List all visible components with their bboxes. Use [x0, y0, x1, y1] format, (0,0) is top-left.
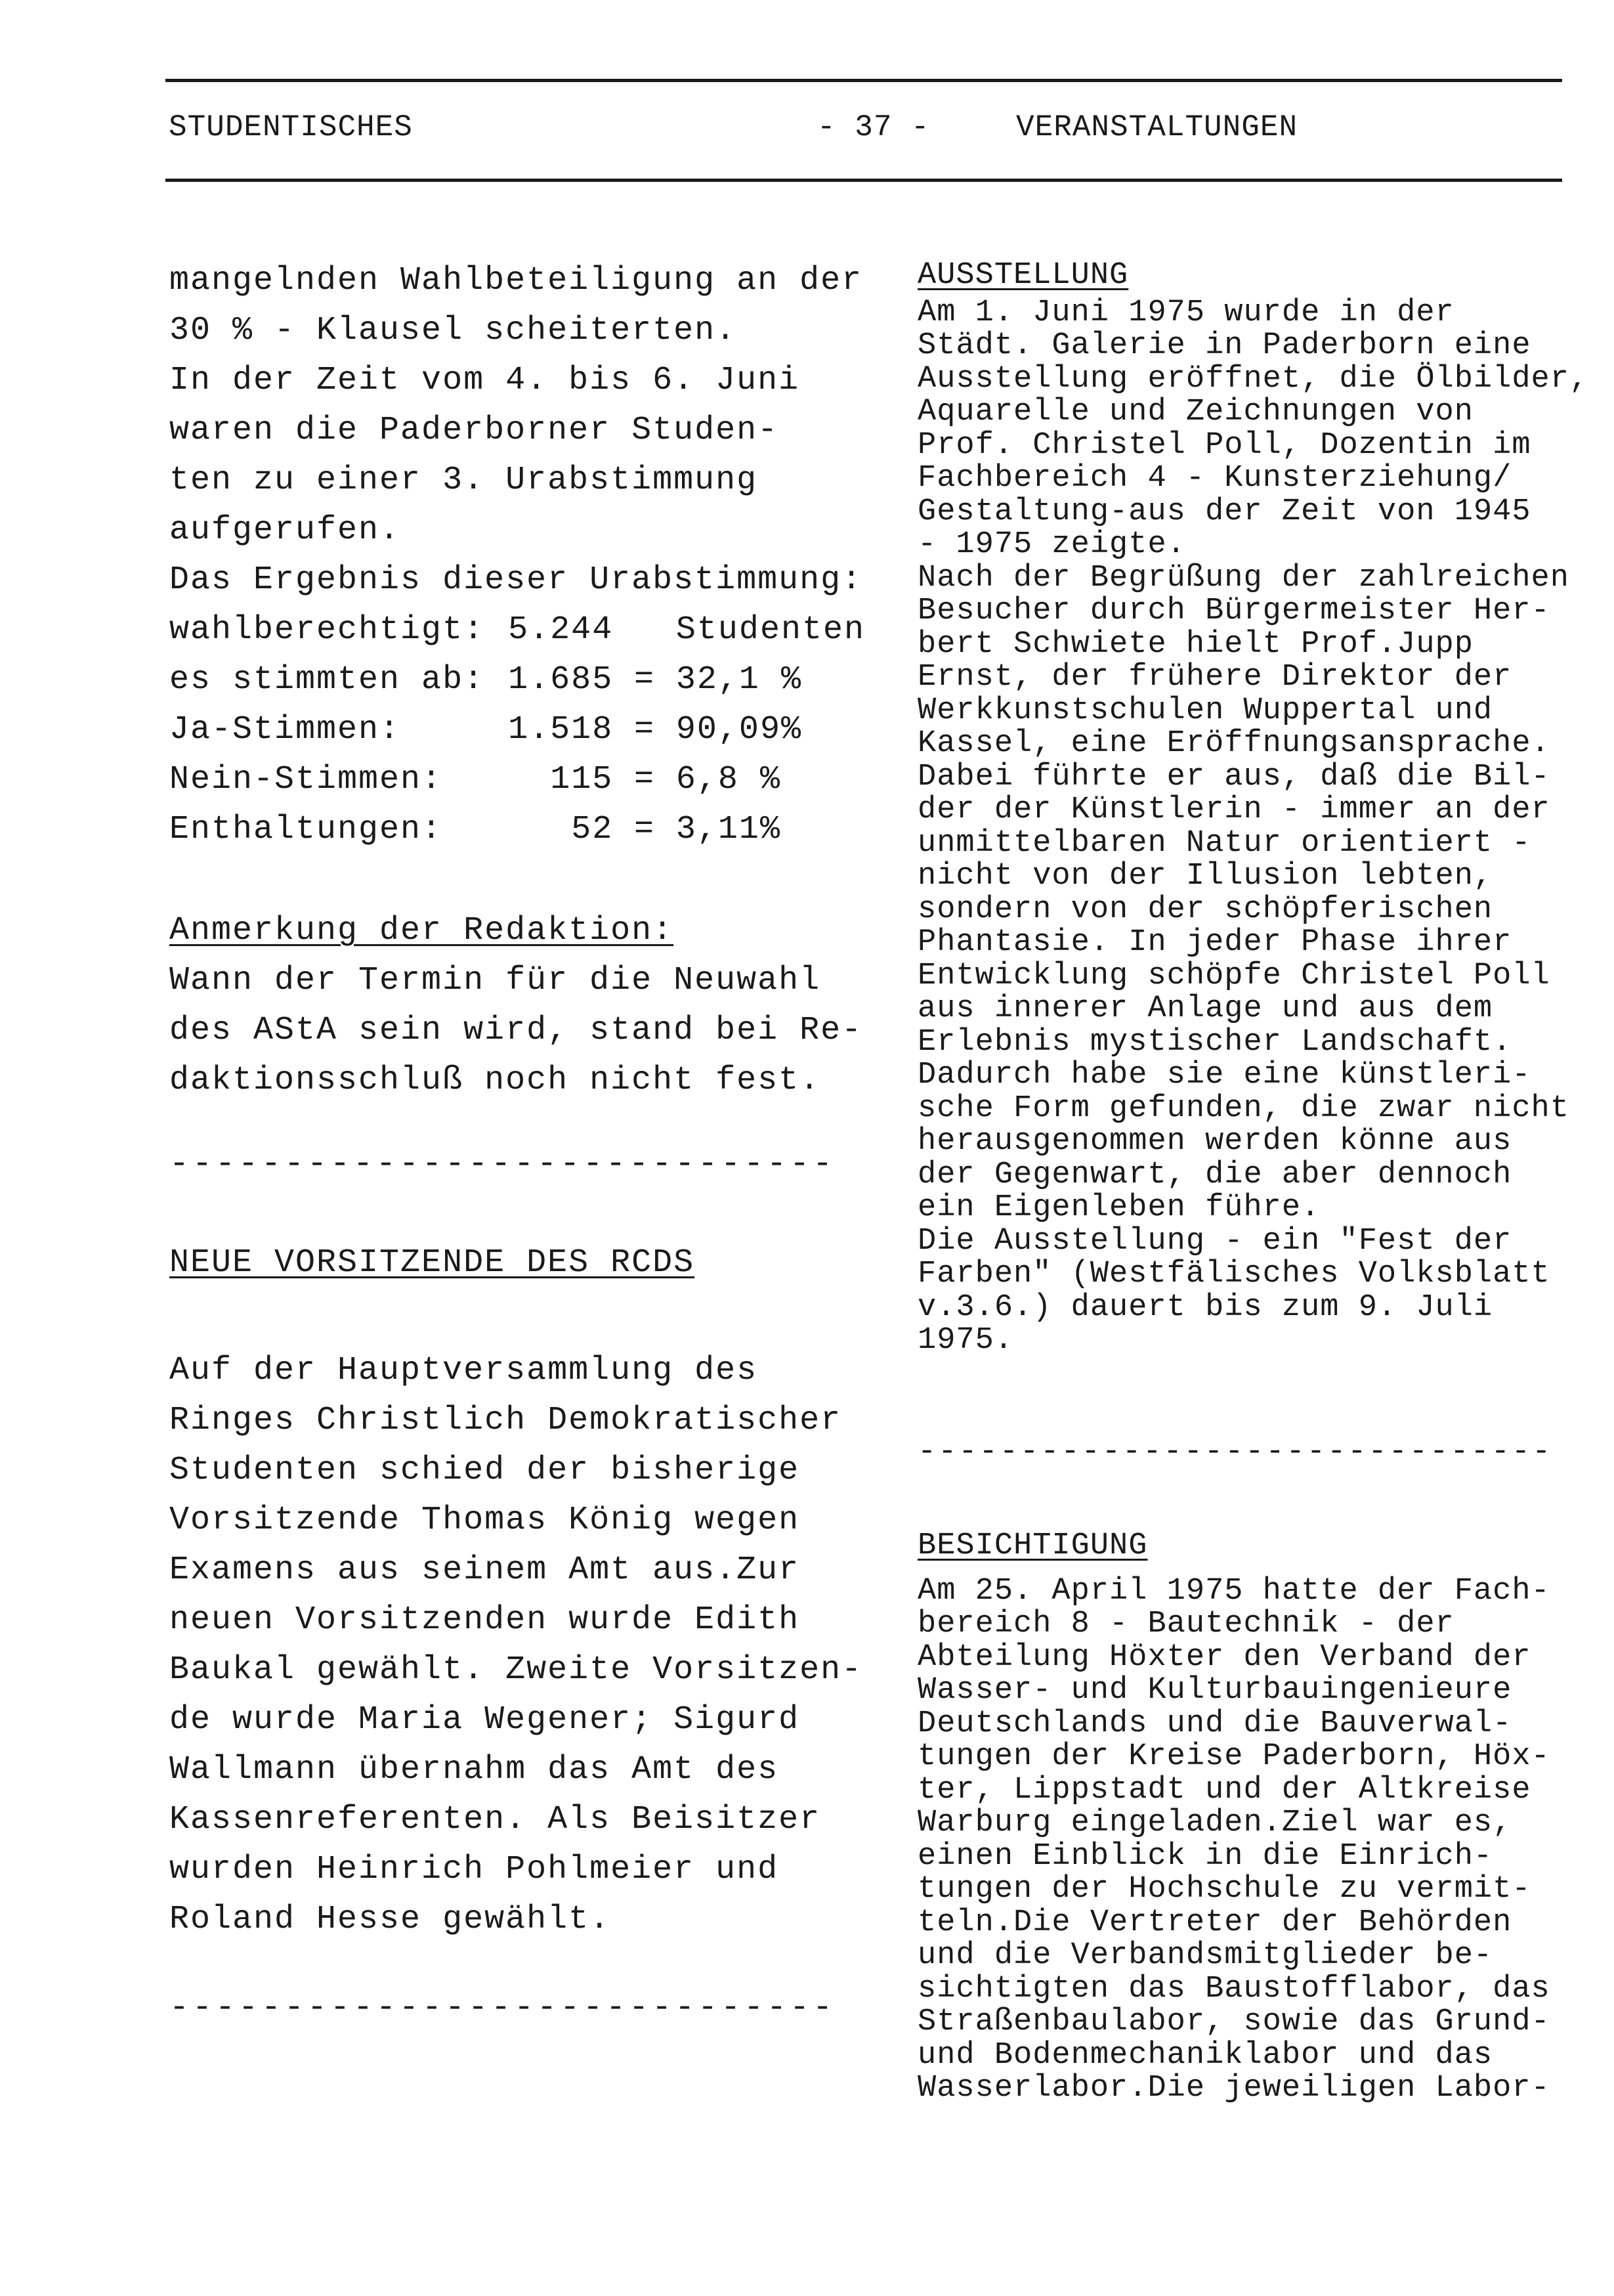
- separator-line: -------------------------------: [918, 1435, 1553, 1469]
- text-line: v.3.6.) dauert bis zum 9. Juli: [918, 1289, 1493, 1325]
- result-number: 5.244: [508, 611, 614, 649]
- text-line: Vorsitzende Thomas König wegen: [169, 1502, 800, 1539]
- text-line: Ausstellung eröffnet, die Ölbilder,: [918, 361, 1589, 397]
- text-line: Phantasie. In jeder Phase ihrer: [918, 925, 1512, 960]
- text-line: sondern von der schöpferischen: [918, 892, 1493, 927]
- result-equals: =: [634, 711, 656, 748]
- result-number: 52: [571, 811, 614, 848]
- text-line: einen Einblick in die Einrich-: [918, 1838, 1493, 1874]
- text-line: Wasser- und Kulturbauingenieure: [918, 1673, 1512, 1708]
- rcds-article: [169, 1346, 865, 1945]
- text-line: aufgerufen.: [169, 511, 401, 549]
- page-number: - 37 -: [817, 110, 930, 144]
- result-value: Studenten: [675, 611, 865, 649]
- text-line: In der Zeit vom 4. bis 6. Juni: [169, 362, 800, 399]
- text-line: Farben" (Westfälisches Volksblatt: [918, 1257, 1550, 1291]
- result-label: wahlberechtigt:: [169, 611, 485, 649]
- text-line: ten zu einer 3. Urabstimmung: [169, 462, 758, 499]
- text-line: Straßenbaulabor, sowie das Grund-: [918, 2004, 1550, 2039]
- result-value: 3,11%: [675, 811, 781, 848]
- text-line: tungen der Kreise Paderborn, Höx-: [918, 1739, 1550, 1774]
- header-bottom-rule: [165, 179, 1562, 182]
- text-line: ein Eigenleben führe.: [918, 1190, 1321, 1225]
- header-section-left: STUDENTISCHES: [169, 110, 413, 144]
- text-line: Dabei führte er aus, daß die Bil-: [918, 759, 1550, 794]
- result-label: Nein-Stimmen:: [169, 761, 443, 798]
- result-value: 90,09%: [675, 711, 802, 748]
- result-number: 1.685: [508, 661, 614, 699]
- text-line: der Gegenwart, die aber dennoch: [918, 1157, 1512, 1192]
- table-row: [169, 755, 865, 805]
- text-line: Kassel, eine Eröffnungsansprache.: [918, 726, 1550, 761]
- text-line: Wasserlabor.Die jeweiligen Labor-: [918, 2071, 1550, 2106]
- result-value: 6,8 %: [675, 761, 781, 798]
- text-line: Aquarelle und Zeichnungen von: [918, 395, 1474, 429]
- text-line: Abteilung Höxter den Verband der: [918, 1639, 1531, 1675]
- text-line: Wallmann übernahm das Amt des: [169, 1751, 779, 1788]
- visit-heading: BESICHTIGUNG: [918, 1528, 1148, 1563]
- text-line: der der Künstlerin - immer an der: [918, 792, 1550, 827]
- result-value: 32,1 %: [675, 661, 802, 699]
- table-row: [169, 805, 865, 855]
- exhibition-article: [918, 259, 1607, 1358]
- text-line: Besucher durch Bürgermeister Her-: [918, 594, 1550, 628]
- text-line: daktionsschluß noch nicht fest.: [169, 1062, 821, 1099]
- result-equals: =: [634, 661, 656, 699]
- text-line: Prof. Christel Poll, Dozentin im: [918, 427, 1531, 463]
- left-column: [169, 256, 865, 855]
- result-number: 1.518: [508, 711, 614, 748]
- text-line: wurden Heinrich Pohlmeier und: [169, 1851, 779, 1888]
- text-line: sche Form gefunden, die zwar nicht: [918, 1091, 1569, 1126]
- intro-text: [169, 256, 865, 605]
- text-line: Studenten schied der bisherige: [169, 1452, 800, 1489]
- text-line: mangelnden Wahlbeteiligung an der: [169, 262, 863, 299]
- text-line: sichtigten das Baustofflabor, das: [918, 1971, 1550, 2006]
- text-line: teln.Die Vertreter der Behörden: [918, 1905, 1512, 1940]
- result-number: 115: [550, 761, 614, 798]
- text-line: - 1975 zeigte.: [918, 527, 1186, 562]
- result-equals: =: [634, 761, 656, 798]
- text-line: Ernst, der frühere Direktor der: [918, 660, 1512, 695]
- text-line: bert Schwiete hielt Prof.Jupp: [918, 626, 1474, 662]
- result-label: es stimmten ab:: [169, 661, 485, 699]
- text-line: 30 % - Klausel scheiterten.: [169, 312, 737, 349]
- result-label: Ja-Stimmen:: [169, 711, 401, 748]
- text-line: Erlebnis mystischer Landschaft.: [918, 1024, 1512, 1060]
- separator-line: -----------------------------: [169, 1989, 836, 2027]
- text-line: ter, Lippstadt und der Altkreise: [918, 1772, 1531, 1808]
- text-line: Städt. Galerie in Paderborn eine: [918, 328, 1531, 363]
- text-line: Fachbereich 4 - Kunsterziehung/: [918, 461, 1512, 496]
- text-line: Dadurch habe sie eine künstleri-: [918, 1058, 1531, 1093]
- text-line: und Bodenmechaniklabor und das: [918, 2037, 1493, 2073]
- text-line: Am 1. Juni 1975 wurde in der: [918, 295, 1455, 330]
- text-line: 1975.: [918, 1323, 1014, 1358]
- text-line: Examens aus seinem Amt aus.Zur: [169, 1551, 800, 1589]
- text-line: Am 25. April 1975 hatte der Fach-: [918, 1573, 1550, 1609]
- visit-article: [918, 1530, 1607, 2106]
- text-line: Auf der Hauptversammlung des: [169, 1352, 758, 1389]
- text-line: Warburg eingeladen.Ziel war es,: [918, 1806, 1512, 1840]
- text-line: tungen der Hochschule zu vermit-: [918, 1872, 1531, 1907]
- text-line: Nach der Begrüßung der zahlreichen: [918, 560, 1569, 596]
- text-line: Gestaltung-aus der Zeit von 1945: [918, 494, 1531, 529]
- vote-results-table: [169, 605, 865, 855]
- text-line: Deutschlands und die Bauverwal-: [918, 1706, 1512, 1741]
- text-line: Wann der Termin für die Neuwahl: [169, 962, 821, 999]
- text-line: Entwicklung schöpfe Christel Poll: [918, 958, 1550, 993]
- text-line: de wurde Maria Wegener; Sigurd: [169, 1701, 800, 1739]
- text-line: Kassenreferenten. Als Beisitzer: [169, 1801, 821, 1838]
- separator-line: -----------------------------: [169, 1146, 836, 1183]
- text-line: herausgenommen werden könne aus: [918, 1124, 1512, 1159]
- text-line: Werkkunstschulen Wuppertal und: [918, 693, 1493, 728]
- text-line: waren die Paderborner Studen-: [169, 412, 779, 449]
- editorial-note: [169, 906, 865, 1106]
- header-top-rule: [165, 79, 1562, 82]
- note-heading: Anmerkung der Redaktion:: [169, 912, 674, 949]
- table-row: [169, 655, 865, 705]
- text-line: neuen Vorsitzenden wurde Edith: [169, 1601, 800, 1639]
- text-line: Ringes Christlich Demokratischer: [169, 1402, 842, 1439]
- header-section-right: VERANSTALTUNGEN: [1016, 110, 1298, 144]
- text-line: nicht von der Illusion lebten,: [918, 859, 1493, 894]
- text-line: bereich 8 - Bautechnik - der: [918, 1607, 1455, 1641]
- exhibition-heading: AUSSTELLUNG: [918, 258, 1129, 293]
- text-line: Baukal gewählt. Zweite Vorsitzen-: [169, 1651, 863, 1689]
- result-equals: =: [634, 811, 656, 848]
- text-line: Roland Hesse gewählt.: [169, 1901, 611, 1938]
- text-line: Die Ausstellung - ein "Fest der: [918, 1223, 1512, 1259]
- text-line: Das Ergebnis dieser Urabstimmung:: [169, 561, 863, 599]
- rcds-heading: NEUE VORSITZENDE DES RCDS: [169, 1244, 695, 1282]
- table-row: [169, 605, 865, 655]
- result-label: Enthaltungen:: [169, 811, 443, 848]
- text-line: des AStA sein wird, stand bei Re-: [169, 1012, 863, 1049]
- text-line: und die Verbandsmitglieder be-: [918, 1938, 1493, 1973]
- result-equals: [613, 605, 676, 655]
- text-line: unmittelbaren Natur orientiert -: [918, 825, 1531, 861]
- table-row: [169, 705, 865, 755]
- text-line: aus innerer Anlage und aus dem: [918, 991, 1493, 1026]
